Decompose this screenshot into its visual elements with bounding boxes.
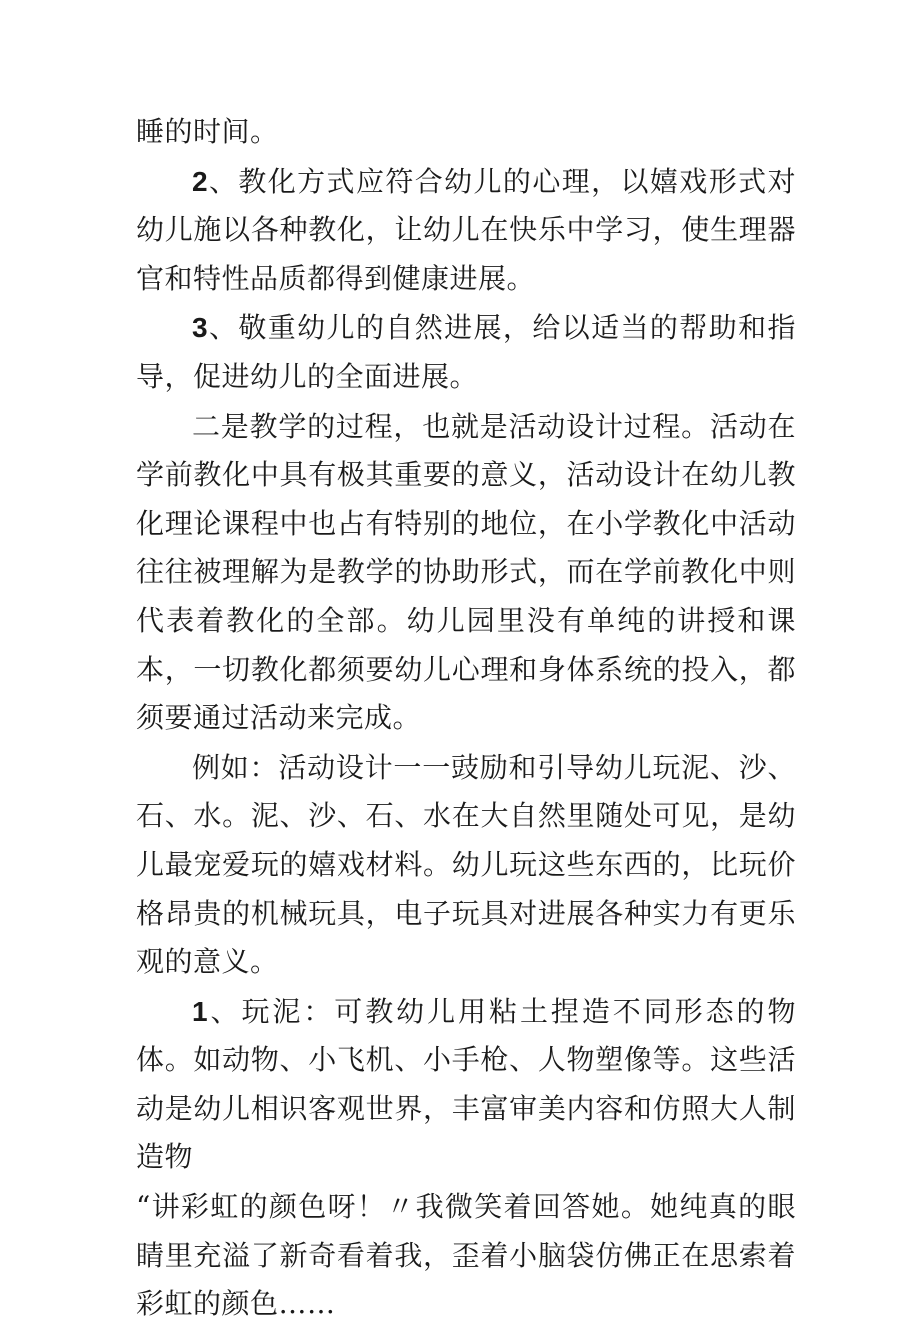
paragraph-5 bbox=[136, 744, 796, 987]
paragraph-7-text: “讲彩虹的颜色呀！〃我微笑着回答她。她纯真的眼睛里充溢了新奇看着我，歪着小脑袋仿佛正在思索着彩虹的颜色…… bbox=[136, 1190, 796, 1321]
paragraph-5-text: 例如：活动设计一一豉励和引导幼儿玩泥、沙、石、水。泥、沙、石、水在大自然里随处可见，是幼儿最宠爱玩的嬉戏材料。幼儿玩这些东西的，比玩价格昂贵的机械玩具，电子玩具对进展各种实力有更乐观的意义。 bbox=[136, 750, 796, 979]
paragraph-4-text: 二是教学的过程，也就是活动设计过程。活动在学前教化中具有极其重要的意义，活动设计在幼儿教化理论课程中也占有特别的地位，在小学教化中活动往往被理解为是教学的协助形式，而在学前教化中则代表着教化的全部。幼儿园里没有单纯的讲授和课本，一切教化都须要幼儿心理和身体系统的投入，都须要通过活动来完成。 bbox=[136, 409, 796, 735]
paragraph-1 bbox=[136, 108, 796, 157]
paragraph-2 bbox=[136, 158, 796, 304]
paragraph-2-number: 2 bbox=[192, 165, 209, 197]
paragraph-4 bbox=[136, 403, 796, 743]
paragraph-1-text: 睡的时间。 bbox=[136, 115, 279, 148]
document-page bbox=[136, 108, 796, 1329]
paragraph-6-text: 、玩泥：可教幼儿用粘土捏造不同形态的物体。如动物、小飞机、小手枪、人物塑像等。这些活动是幼儿相识客观世界，丰富审美内容和仿照大人制造物 bbox=[136, 994, 796, 1174]
paragraph-7 bbox=[136, 1183, 796, 1329]
paragraph-6-number: 1 bbox=[192, 995, 209, 1027]
paragraph-6 bbox=[136, 988, 796, 1182]
paragraph-3 bbox=[136, 304, 796, 401]
paragraph-2-text: 、教化方式应符合幼儿的心理，以嬉戏形式对幼儿施以各种教化，让幼儿在快乐中学习，使生理器官和特性品质都得到健康进展。 bbox=[136, 164, 796, 295]
paragraph-3-number: 3 bbox=[192, 312, 209, 344]
paragraph-3-text: 、敬重幼儿的自然进展，给以适当的帮助和指导，促进幼儿的全面进展。 bbox=[136, 311, 796, 393]
